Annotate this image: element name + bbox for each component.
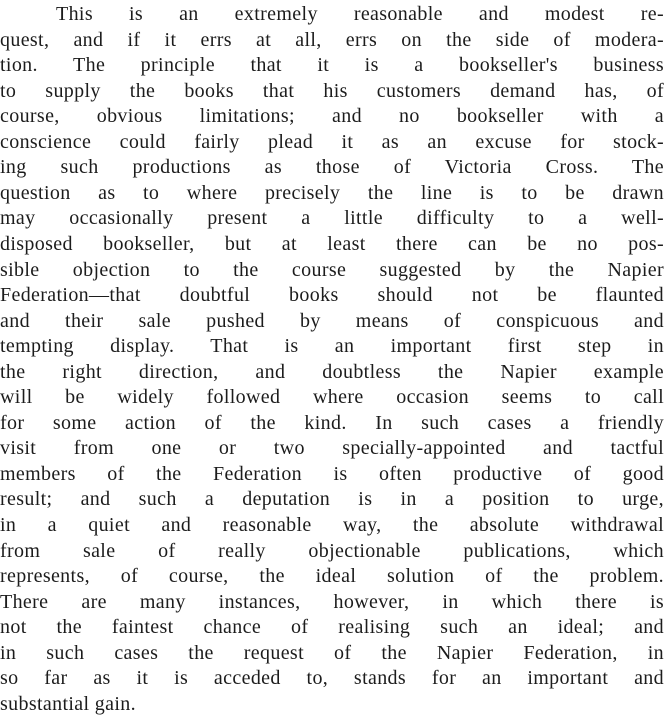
text-line: substantial gain. <box>0 692 136 715</box>
text-line: This is an extremely reasonable and modest re- <box>56 3 664 25</box>
text-line: tion. The principle that it is a bookseller's business <box>0 54 664 77</box>
text-line: sible objection to the course suggested by the Napier <box>0 258 664 281</box>
text-line: conscience could fairly plead it as an excuse for stock- <box>0 130 664 153</box>
text-line: so far as it is acceded to, stands for an important and <box>0 667 664 690</box>
text-line: to supply the books that his customers demand has, of <box>0 79 664 102</box>
text-line: may occasionally present a little difficulty to a well- <box>0 207 664 230</box>
text-line: visit from one or two specially-appointed and tactful <box>0 437 664 460</box>
text-line: the right direction, and doubtless the Napier example <box>0 360 664 383</box>
text-line: represents, of course, the ideal solution of the problem. <box>0 565 664 588</box>
text-line: question as to where precisely the line is to be drawn <box>0 181 664 204</box>
text-line: members of the Federation is often productive of good <box>0 462 664 485</box>
text-line: Federation—that doubtful books should not be flaunted <box>0 284 664 307</box>
text-line: There are many instances, however, in which there is <box>0 590 664 613</box>
text-line: will be widely followed where occasion seems to call <box>0 386 664 409</box>
text-line: from sale of really objectionable publications, which <box>0 539 664 562</box>
text-line: not the faintest chance of realising such an ideal; and <box>0 616 664 639</box>
text-line: in such cases the request of the Napier Federation, in <box>0 641 664 664</box>
text-line: course, obvious limitations; and no bookseller with a <box>0 105 664 128</box>
text-line: disposed bookseller, but at least there can be no pos- <box>0 233 664 255</box>
text-line: quest, and if it errs at all, errs on the side of modera- <box>0 28 664 51</box>
text-line: in a quiet and reasonable way, the absolute withdrawal <box>0 514 664 536</box>
text-line: tempting display. That is an important first step in <box>0 335 664 358</box>
text-line: result; and such a deputation is in a position to urge, <box>0 488 664 511</box>
text-line: and their sale pushed by means of conspicuous and <box>0 309 664 332</box>
text-line: for some action of the kind. In such cases a friendly <box>0 411 664 434</box>
text-line: ing such productions as those of Victoria Cross. The <box>0 156 664 179</box>
